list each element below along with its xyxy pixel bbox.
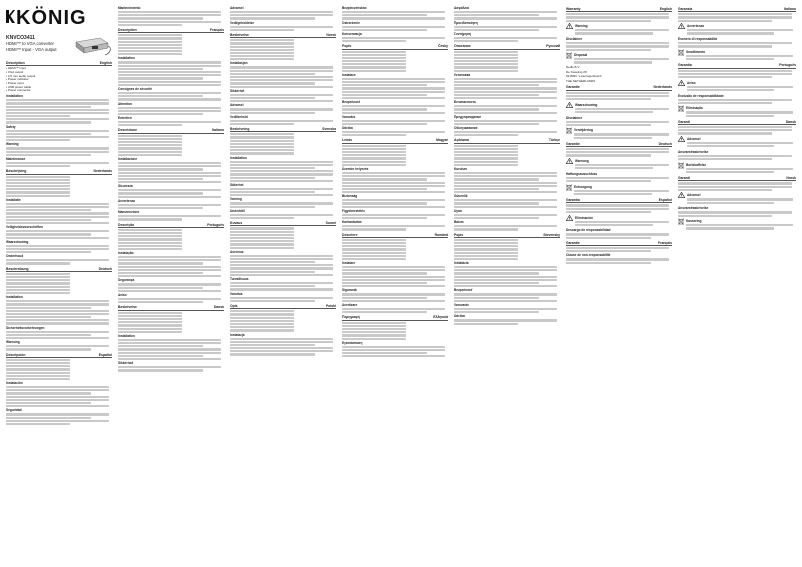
section-title: Descrição <box>118 222 135 227</box>
section-title: Garantia <box>678 63 692 68</box>
subsection-title: Installation <box>118 333 135 338</box>
section-language: Français <box>658 240 672 245</box>
subsection-title: Sicherheitsvorkehrungen <box>6 325 45 330</box>
wheelie-bin-crossed-icon <box>678 162 684 169</box>
subsection-title: Inštalácia <box>454 261 469 266</box>
section-title: Beschreibung <box>6 266 29 271</box>
warning-triangle-icon <box>678 136 685 142</box>
section-title: Kuvaus <box>230 221 243 226</box>
section-language: Español <box>658 198 672 203</box>
product-subtitle: HDMI™ Input - VGA output <box>6 47 57 52</box>
section-language: Norsk <box>786 176 796 181</box>
legal-da <box>678 120 796 174</box>
subsection-title: Exclusão de responsabilidade <box>678 93 724 98</box>
section-title: Garanti <box>678 119 690 124</box>
section-da <box>118 305 224 371</box>
legal-nl <box>566 85 672 139</box>
section-title: Garantía <box>566 198 580 203</box>
subsection-title: Güvenlik <box>454 194 468 199</box>
section-language: Deutsch <box>658 141 672 146</box>
part-item: • Power input <box>6 82 112 86</box>
subsection-title: Advarsel <box>687 193 701 198</box>
subsection-title: Säkerhet <box>230 182 244 187</box>
section-title: Описание <box>454 44 471 49</box>
subsection-title: Mantenimiento <box>118 6 141 10</box>
section-language: Español <box>98 352 112 357</box>
subsection-title: Installasjon <box>230 61 248 66</box>
section-language: Italiano <box>212 128 224 133</box>
section-cs <box>342 44 448 136</box>
product-model: KNVCO3411 <box>6 35 35 41</box>
column-6 <box>566 5 672 563</box>
subsection-title: Installation <box>118 56 135 61</box>
subsection-title: Aviso <box>118 292 127 297</box>
subsection-title: Установка <box>454 72 471 77</box>
section-language: Français <box>210 27 224 32</box>
section-language: English <box>659 7 672 11</box>
subsection-title: Entsorgung <box>574 184 592 189</box>
column-2 <box>118 5 224 563</box>
section-title: Opis <box>230 303 238 308</box>
subsection-title: Sicurezza <box>118 184 133 189</box>
subsection-title: Siguranță <box>342 288 357 293</box>
section-header <box>678 120 796 125</box>
section-language: Svenska <box>322 127 336 132</box>
subsection-title: Disclaimer <box>566 37 583 42</box>
section-nl <box>6 169 112 264</box>
subsection-title: Warnung <box>575 159 589 164</box>
section-language: Ελληνικά <box>433 315 448 320</box>
wheelie-bin-crossed-icon <box>566 127 572 134</box>
subsection-title: Varoitus <box>230 291 243 296</box>
warning-triangle-icon <box>566 102 573 108</box>
warning-triangle-icon <box>678 192 685 198</box>
section-header <box>342 44 448 49</box>
subsection-title: Warning <box>6 142 19 147</box>
subsection-title: Veiligheidsvoorschriften <box>6 225 44 230</box>
wheelie-bin-crossed-icon <box>678 105 684 112</box>
subsection-title: Εγκατάσταση <box>342 340 363 345</box>
subsection-title: Instalacja <box>230 332 245 337</box>
manufacturer-street: De Tweeling 28 <box>566 69 587 74</box>
part-item: • Power indicator <box>6 78 112 82</box>
subsection-title: Consignes de sécurité <box>118 86 153 91</box>
subsection-title: Figyelmeztetés <box>342 208 365 213</box>
section-header <box>454 138 560 143</box>
subsection-title: Smaltimento <box>686 50 706 55</box>
subsection-title: Installatie <box>6 197 21 202</box>
section-title: Garantie <box>566 240 580 245</box>
legal-pt <box>678 63 796 117</box>
section-language: Nederlands <box>653 85 672 90</box>
section-language: Suomi <box>325 221 336 226</box>
legal-no <box>678 176 796 230</box>
section-title: Descripción <box>6 352 26 357</box>
subsection-title: Vedligeholdelse <box>230 20 255 25</box>
subsection-title: Bezpieczeństwo <box>342 6 367 10</box>
manufacturer-company: Nedis B.V. <box>566 65 580 70</box>
section-header <box>230 304 336 309</box>
section-language: Deutsch <box>98 266 112 271</box>
subsection-title: Installation <box>230 155 247 160</box>
subsection-title: Biztonság <box>342 194 358 199</box>
subsection-title: Eliminação <box>686 106 703 111</box>
subsection-title: Attention <box>118 101 132 106</box>
section-pl <box>230 304 336 356</box>
subsection-title: Sikkerhet <box>230 88 245 93</box>
section-header <box>454 44 560 49</box>
subsection-title: Instalación <box>6 381 23 386</box>
subsection-title: Maintenance <box>6 156 26 161</box>
subsection-title: Manutenzione <box>118 210 140 215</box>
section-title: Description <box>6 61 25 65</box>
subsection-title: Bortskaffelse <box>686 162 707 167</box>
section-title: Beskrivning <box>230 127 250 132</box>
section-header <box>6 169 112 174</box>
wheelie-bin-crossed-icon <box>678 218 684 225</box>
section-title: Descrizione <box>118 128 138 133</box>
wheelie-bin-crossed-icon <box>566 52 572 59</box>
section-sk <box>454 233 560 325</box>
warning-triangle-icon <box>566 215 573 221</box>
subsection-title: Asennus <box>230 249 244 254</box>
section-title: Garanti <box>678 176 690 181</box>
section-header <box>230 127 336 132</box>
subsection-title: Instalace <box>342 72 356 77</box>
subsection-title: Advarsel <box>230 103 244 108</box>
warning-triangle-icon <box>678 80 685 86</box>
part-item: • HDMI™ input <box>6 67 112 71</box>
section-language: Dansk <box>785 119 796 124</box>
section-title: Popis <box>454 232 464 237</box>
column-5 <box>454 5 560 563</box>
section-ru <box>454 44 560 136</box>
section-header <box>230 221 336 226</box>
section-title: Popis <box>342 44 352 49</box>
section-language: English <box>99 61 112 65</box>
section-header <box>678 63 796 68</box>
subsection-title: Údržba <box>454 314 465 319</box>
subsection-title: Advarsel <box>230 6 244 10</box>
section-pt <box>118 223 224 304</box>
section-language: Русский <box>546 44 560 49</box>
subsection-title: Installazione <box>118 156 138 161</box>
section-title: Garantie <box>566 85 580 90</box>
section-title: Περιγραφή <box>342 315 360 320</box>
subsection-title: Συντήρηση <box>454 31 471 36</box>
section-de <box>6 267 112 351</box>
legal-de <box>566 142 672 196</box>
section-header <box>6 353 112 358</box>
section-language: Română <box>434 232 448 237</box>
subsection-title: Underhåll <box>230 208 245 213</box>
section-language: Türkçe <box>548 138 560 143</box>
section-title: Warranty <box>566 7 581 11</box>
subsection-title: Installation <box>6 94 23 99</box>
subsection-title: Karbantartás <box>342 220 362 225</box>
subsection-title: Clause de non-responsabilité <box>566 253 611 258</box>
wheelie-bin-crossed-icon <box>566 184 572 191</box>
subsection-title: Instalação <box>118 251 134 256</box>
warning-triangle-icon <box>566 158 573 164</box>
warning-triangle-icon <box>566 23 573 29</box>
subsection-title: Avvertenza <box>687 24 704 29</box>
subsection-title: Ansvarsfraskrivelse <box>678 206 709 211</box>
subsection-title: Предупреждение <box>454 114 482 119</box>
section-header <box>118 305 224 310</box>
subsection-title: Entretien <box>118 116 132 121</box>
section-header <box>118 128 224 133</box>
section-language: Slovensky <box>543 232 560 237</box>
column-4 <box>342 5 448 563</box>
wheelie-bin-crossed-icon <box>678 49 684 56</box>
manufacturer-country: THE NETHERLANDS <box>566 78 596 83</box>
subsection-title: Disclaimer <box>566 115 583 120</box>
legal-it <box>678 7 796 61</box>
section-title: Beskrivelse <box>118 305 137 310</box>
section-title: Leírás <box>342 138 352 143</box>
subsection-title: Varning <box>230 197 242 202</box>
subsection-title: Προειδοποίηση <box>454 20 478 25</box>
section-header <box>6 61 112 66</box>
subsection-title: Údržba <box>342 126 353 131</box>
subsection-title: Bakım <box>454 220 464 225</box>
legal-fr <box>566 241 672 264</box>
section-hu <box>342 138 448 230</box>
subsection-title: Waarschuwing <box>6 239 29 244</box>
subsection-title: Sikkerhed <box>118 361 134 366</box>
warning-triangle-icon <box>678 23 685 29</box>
section-sv <box>230 127 336 219</box>
subsection-title: Haftungsausschluss <box>566 171 598 176</box>
subsection-title: Waarschuwing <box>575 102 598 107</box>
subsection-title: Warnung <box>6 340 20 345</box>
konig-logo-icon <box>6 10 15 23</box>
section-header <box>118 28 224 33</box>
section-language: Česky <box>438 44 448 49</box>
section-language: Magyar <box>436 138 448 143</box>
section-header <box>566 241 672 246</box>
section-ro <box>342 233 448 314</box>
converter-device-image <box>72 33 112 57</box>
manual-header <box>6 5 112 59</box>
subsection-title: Verwijdering <box>574 128 593 133</box>
subsection-title: Disposal <box>574 53 588 58</box>
product-title: HDMI™ to VGA converter <box>6 41 54 46</box>
subsection-title: Warning <box>575 24 588 29</box>
part-item: • 3.5 mm audio output <box>6 75 112 79</box>
subsection-title: Seguridad <box>6 408 22 413</box>
subsection-title: Обслуживание <box>454 126 478 131</box>
subsection-title: Üzembe helyezés <box>342 166 369 171</box>
section-tr <box>454 138 560 230</box>
subsection-title: Kassering <box>686 219 702 224</box>
section-header <box>566 142 672 147</box>
subsection-title: Onderhoud <box>6 254 24 259</box>
subsection-title: Kurulum <box>454 166 468 171</box>
legal-es <box>566 198 672 239</box>
subsection-title: Uyarı <box>454 208 462 213</box>
subsection-title: Безопасность <box>454 100 477 105</box>
subsection-title: Eliminación <box>575 215 593 220</box>
part-item: • Power connector <box>6 89 112 93</box>
column-1 <box>6 5 112 563</box>
section-no <box>230 33 336 125</box>
subsection-title: Varovanie <box>454 302 470 307</box>
section-header <box>342 233 448 238</box>
section-header <box>566 198 672 203</box>
subsection-title: Segurança <box>118 278 135 283</box>
subsection-title: Vedlikehold <box>230 114 248 119</box>
section-language: Italiano <box>784 7 796 11</box>
subsection-title: Varování <box>342 114 356 119</box>
section-language: Norsk <box>326 32 336 37</box>
section-language: Nederlands <box>93 169 112 174</box>
section-it <box>118 128 224 220</box>
subsection-title: Konserwacja <box>342 31 362 36</box>
column-7 <box>678 5 796 563</box>
subsection-title: Safety <box>6 124 16 129</box>
section-title: Description <box>118 27 137 32</box>
section-language: Português <box>779 63 796 68</box>
section-es <box>6 353 112 426</box>
section-header <box>118 223 224 228</box>
subsection-title: Ασφάλεια <box>454 6 469 10</box>
subsection-title: Avvertenza <box>118 198 135 203</box>
section-title: Beschrijving <box>6 169 27 174</box>
column-3 <box>230 5 336 563</box>
section-language: Polski <box>326 303 336 308</box>
section-fi <box>230 221 336 302</box>
subsection-title: Bezpečnost <box>342 100 360 105</box>
section-header <box>230 33 336 38</box>
section-language: Dansk <box>213 305 224 310</box>
section-header <box>342 138 448 143</box>
section-header <box>566 85 672 90</box>
section-header <box>342 315 448 320</box>
subsection-title: Ostrzeżenie <box>342 20 360 25</box>
part-item: • USB power cable <box>6 86 112 90</box>
section-en <box>6 61 112 167</box>
subsection-title: Advarsel <box>687 137 701 142</box>
manufacturer-city: 5215MC 's-Hertogenbosch <box>566 74 602 79</box>
section-header <box>678 176 796 181</box>
subsection-title: Ansvarsfraskrivelse <box>678 149 709 154</box>
brand-logo: KÖNIG <box>16 7 87 29</box>
section-title: Beskrivelse <box>230 32 249 37</box>
subsection-title: Aviso <box>687 80 696 85</box>
subsection-title: Turvallisuus <box>230 277 249 282</box>
legal-en <box>566 7 672 83</box>
subsection-title: Installation <box>6 295 23 300</box>
subsection-title: Avertizare <box>342 302 358 307</box>
section-title: Descriere <box>342 232 358 237</box>
section-header <box>566 7 672 12</box>
subsection-title: Instalare <box>342 261 356 266</box>
section-header <box>678 7 796 12</box>
section-el <box>342 315 448 357</box>
section-title: Garanzia <box>678 7 693 11</box>
section-title: Açıklama <box>454 138 469 143</box>
section-header <box>6 267 112 272</box>
part-item: • VGA output <box>6 71 112 75</box>
section-title: Garantie <box>566 141 580 146</box>
subsection-title: Descargo de responsabilidad <box>566 228 611 233</box>
section-header <box>454 233 560 238</box>
section-language: Português <box>207 222 224 227</box>
subsection-title: Esonero di responsabilità <box>678 37 717 42</box>
section-fr <box>118 28 224 127</box>
subsection-title: Bezpečnosť <box>454 288 473 293</box>
